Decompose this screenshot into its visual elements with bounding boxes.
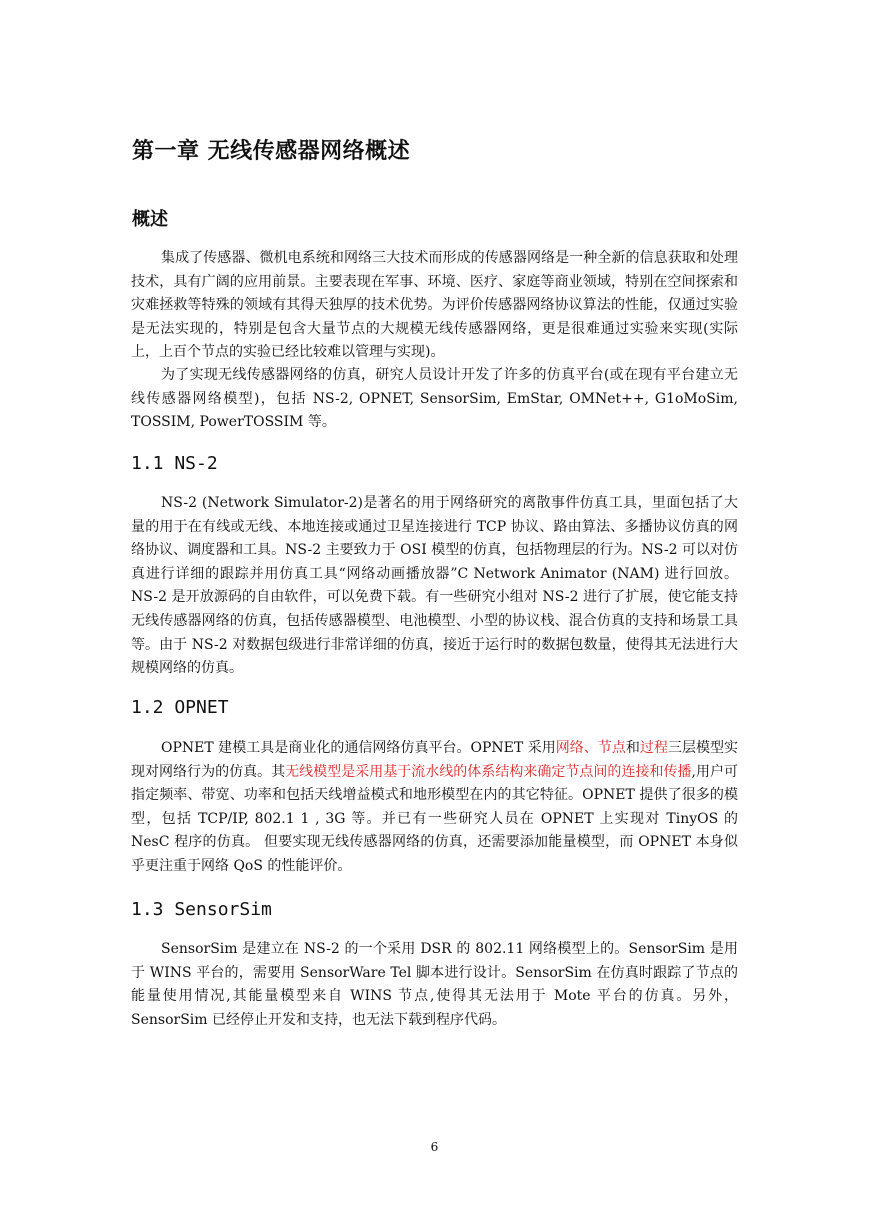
opnet-text-2: 三层模型实现对网络行为的仿真。其 — [131, 740, 739, 780]
highlight-separator-1: 、 — [583, 740, 598, 756]
highlight-process: 过程 — [639, 740, 668, 756]
highlight-wireless-model: 无线模型是采用基于流水线的体系结构来确定节点间的连接和传播 — [285, 763, 692, 780]
ns2-heading: 1.1 NS-2 — [131, 453, 218, 474]
opnet-separator-2: 和 — [625, 740, 640, 756]
chapter-title: 第一章 无线传感器网络概述 — [132, 139, 411, 164]
overview-paragraph-1: 集成了传感器、微机电系统和网络三大技术而形成的传感器网络是一种全新的信息获取和处理技术，具有广阔的应用前景。主要表现在军事、环境、医疗、家庭等商业领域，特别在空间探索和灾难拯救等特殊的领域有其得天独厚的技术优势。为评价传感器网络协议算法的性能，仅通过实验是无法实现的，特别是包含大量节点的大规模无线传感器网络，更是很难通过实验来实现(实际上，上百个节点的实验已经比较难以管理与实现)。 — [131, 250, 738, 361]
overview-paragraph-2: 为了实现无线传感器网络的仿真，研究人员设计开发了许多的仿真平台(或在现有平台建立无线传感器网络模型)，包括 NS-2, OPNET, SensorSim, EmStar, OMNet++, G1oMoSim, TOSSIM, PowerTOSSIM 等。 — [131, 367, 738, 431]
highlight-node: 节点 — [597, 740, 626, 756]
opnet-text-3: ,用户可指定频率、带宽、功率和包括天线增益模式和地形模型在内的其它特征。OPNET 提供了很多的模型，包括 TCP/IP, 802.1 1 , 3G 等。并已有一些研究人员在 OPNET 上实现对 TinyOS 的 NesC 程序的仿真。 但要实现无线传感器网络的仿真，还需要添加能量模型，而 OPNET 本身似乎更注重于网络 QoS 的性能评价。 — [131, 763, 739, 874]
opnet-paragraph — [131, 737, 738, 879]
highlight-network: 网络 — [555, 740, 584, 756]
sensorsim-paragraph: SensorSim 是建立在 NS-2 的一个采用 DSR 的 802.11 网络模型上的。SensorSim 是用于 WINS 平台的，需要用 SensorWare Tel 脚本进行设计。SensorSim 在仿真时跟踪了节点的能量使用情况,其能量模型来自 WINS 节点,使得其无法用于 Mote 平台的仿真。另外，SensorSim 已经停止开发和支持，也无法下载到程序代码。 — [131, 941, 738, 1028]
sensorsim-heading: 1.3 SensorSim — [131, 899, 272, 920]
page-number: 6 — [430, 1140, 439, 1154]
opnet-heading: 1.2 OPNET — [131, 697, 229, 718]
ns2-paragraph: NS-2 (Network Simulator-2)是著名的用于网络研究的离散事件仿真工具，里面包括了大量的用于在有线或无线、本地连接或通过卫星连接进行 TCP 协议、路由算法、多播协议仿真的网络协议、调度器和工具。NS-2 主要致力于 OSI 模型的仿真，包括物理层的行为。NS-2 可以对仿真进行详细的跟踪并用仿真工具“网络动画播放器”C Network Animator (NAM) 进行回放。NS-2 是开放源码的自由软件，可以免费下载。有一些研究小组对 NS-2 进行了扩展，使它能支持无线传感器网络的仿真，包括传感器模型、电池模型、小型的协议栈、混合仿真的支持和场景工具等。由于 NS-2 对数据包级进行非常详细的仿真，接近于运行时的数据包数量，使得其无法进行大规模网络的仿真。 — [131, 495, 738, 677]
opnet-text-1: OPNET 建模工具是商业化的通信网络仿真平台。OPNET 采用 — [161, 740, 556, 756]
overview-heading: 概述 — [132, 209, 168, 230]
